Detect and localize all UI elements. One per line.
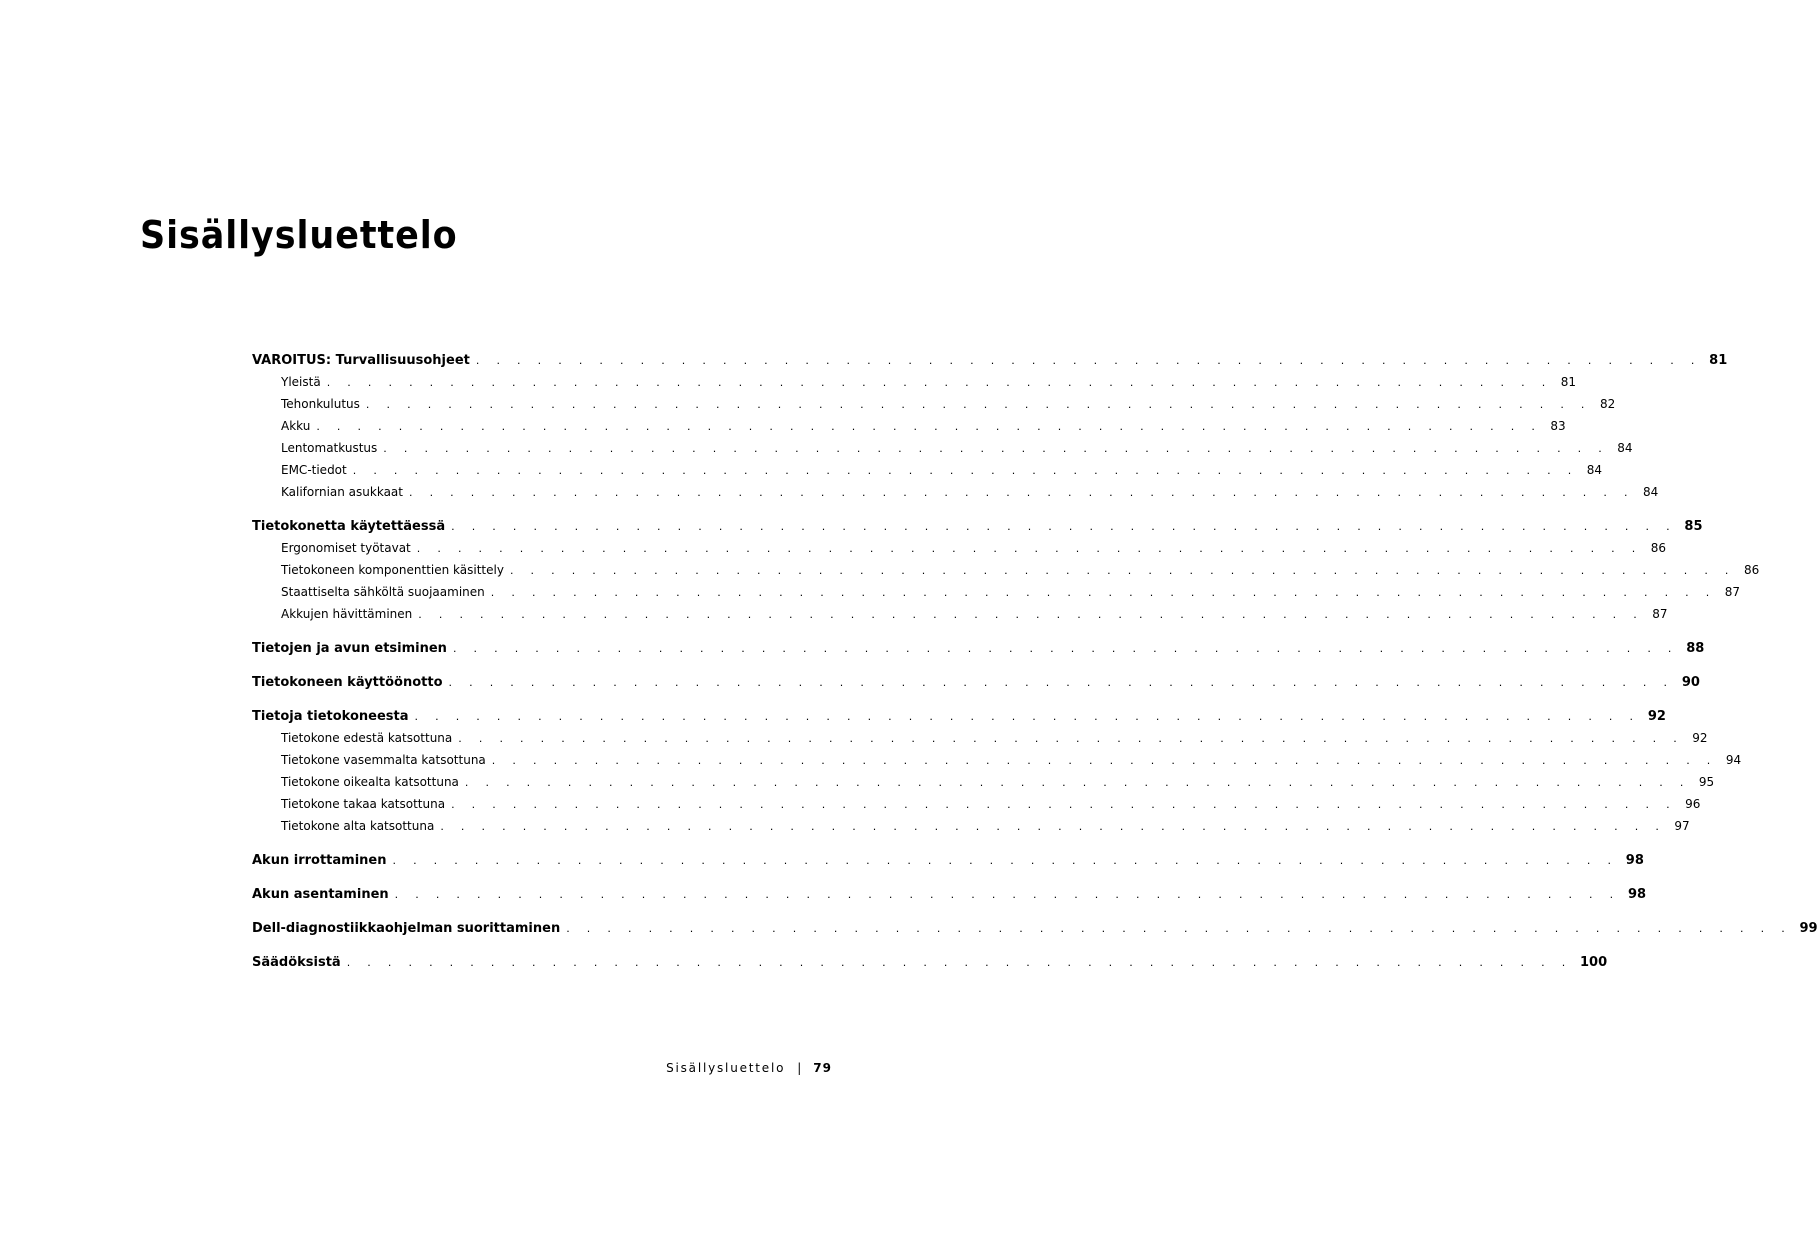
dot-leader: . . . . . . . . . . . . . . . . . . . . . . . . . . . . . . . . . . . . . . . . . . . . . . . . . . . . . . . . . . . . xyxy=(383,442,1609,455)
toc-subentry-page: 96 xyxy=(1685,797,1701,811)
dot-leader: . . . . . . . . . . . . . . . . . . . . . . . . . . . . . . . . . . . . . . . . . . . . . . . . . . . . . . . . . . . . xyxy=(414,710,1640,723)
toc-entry-title: Akun irrottaminen xyxy=(252,853,387,868)
toc-entry-title: Tietokonetta käytettäessä xyxy=(252,519,446,534)
toc-subentry-title: Akku xyxy=(281,419,311,433)
dot-leader: . . . . . . . . . . . . . . . . . . . . . . . . . . . . . . . . . . . . . . . . . . . . . . . . . . . . . . . . . . . . xyxy=(326,376,1552,389)
toc-subentry-page: 84 xyxy=(1643,485,1659,499)
toc-subentry-title: Tietokone edestä katsottuna xyxy=(281,731,453,745)
toc-entry[interactable] xyxy=(252,519,1703,541)
toc-subentry-page: 92 xyxy=(1692,731,1708,745)
toc-subentry-page: 87 xyxy=(1652,607,1668,621)
toc-subentry-title: Tietokone vasemmalta katsottuna xyxy=(281,753,486,767)
toc-subentry-page: 95 xyxy=(1698,775,1715,789)
toc-section xyxy=(252,887,1647,909)
footer-page-number: 79 xyxy=(813,1061,832,1075)
toc-entry-page: 99 xyxy=(1799,921,1818,936)
toc-entry-title: VAROITUS: Turvallisuusohjeet xyxy=(252,353,470,368)
dot-leader: . . . . . . . . . . . . . . . . . . . . . . . . . . . . . . . . . . . . . . . . . . . . . . . . . . . . . . . . . . . . xyxy=(509,564,1736,577)
toc-subentry-page: 81 xyxy=(1560,375,1576,389)
toc-subentry[interactable] xyxy=(252,607,1668,629)
toc-entry-title: Tietojen ja avun etsiminen xyxy=(252,641,447,656)
dot-leader: . . . . . . . . . . . . . . . . . . . . . . . . . . . . . . . . . . . . . . . . . . . . . . . . . . . . . . . . . . . . xyxy=(490,586,1717,599)
toc-entry[interactable] xyxy=(252,675,1700,697)
toc-entry-page: 90 xyxy=(1681,675,1700,690)
toc-subentry-page: 86 xyxy=(1650,541,1667,555)
dot-leader: . . . . . . . . . . . . . . . . . . . . . . . . . . . . . . . . . . . . . . . . . . . . . . . . . . . . . . . . . . . . xyxy=(394,888,1620,901)
toc-subentry[interactable] xyxy=(252,797,1701,819)
toc-section xyxy=(252,675,1700,697)
toc-entry-page: 81 xyxy=(1709,353,1728,368)
toc-subentry[interactable] xyxy=(252,441,1633,463)
toc-subentry-title: Yleistä xyxy=(281,375,321,389)
toc-section xyxy=(252,921,1818,943)
toc-subentry-page: 94 xyxy=(1725,753,1742,767)
toc-subentry[interactable] xyxy=(252,585,1741,607)
dot-leader: . . . . . . . . . . . . . . . . . . . . . . . . . . . . . . . . . . . . . . . . . . . . . . . . . . . . . . . . . . . . xyxy=(451,520,1677,533)
toc-subentry-title: Akkujen hävittäminen xyxy=(281,607,413,621)
toc-entry-page: 98 xyxy=(1627,887,1647,902)
toc-entry[interactable] xyxy=(252,887,1647,909)
toc-subentry[interactable] xyxy=(252,463,1603,485)
toc-subentry-page: 86 xyxy=(1743,563,1760,577)
dot-leader: . . . . . . . . . . . . . . . . . . . . . . . . . . . . . . . . . . . . . . . . . . . . . . . . . . . . . . . . . . . . xyxy=(464,776,1691,789)
dot-leader: . . . . . . . . . . . . . . . . . . . . . . . . . . . . . . . . . . . . . . . . . . . . . . . . . . . . . . . . . . . . xyxy=(452,642,1679,655)
toc-section xyxy=(252,353,1728,507)
dot-leader: . . . . . . . . . . . . . . . . . . . . . . . . . . . . . . . . . . . . . . . . . . . . . . . . . . . . . . . . . . . . xyxy=(392,854,1618,867)
toc-subentry-page: 84 xyxy=(1617,441,1633,455)
toc-subentry-title: Tehonkulutus xyxy=(281,397,360,411)
dot-leader: . . . . . . . . . . . . . . . . . . . . . . . . . . . . . . . . . . . . . . . . . . . . . . . . . . . . . . . . . . . . xyxy=(418,608,1644,621)
toc-subentry[interactable] xyxy=(252,819,1690,841)
page-title: Sisällysluettelo xyxy=(140,213,458,257)
toc-subentry-title: Tietokone oikealta katsottuna xyxy=(281,775,459,789)
toc-entry-page: 98 xyxy=(1625,853,1644,868)
toc-entry[interactable] xyxy=(252,641,1705,663)
toc-subentry-title: Ergonomiset työtavat xyxy=(281,541,411,555)
dot-leader: . . . . . . . . . . . . . . . . . . . . . . . . . . . . . . . . . . . . . . . . . . . . . . . . . . . . . . . . . . . . xyxy=(491,754,1718,767)
toc-subentry-page: 84 xyxy=(1586,463,1603,477)
dot-leader: . . . . . . . . . . . . . . . . . . . . . . . . . . . . . . . . . . . . . . . . . . . . . . . . . . . . . . . . . . . . xyxy=(316,420,1542,433)
dot-leader: . . . . . . . . . . . . . . . . . . . . . . . . . . . . . . . . . . . . . . . . . . . . . . . . . . . . . . . . . . . . xyxy=(352,464,1579,477)
toc-entry[interactable] xyxy=(252,353,1728,375)
footer-title: Sisällysluettelo xyxy=(666,1061,786,1075)
toc-subentry[interactable] xyxy=(252,731,1708,753)
toc-subentry[interactable] xyxy=(252,485,1659,507)
toc-section xyxy=(252,709,1742,841)
dot-leader: . . . . . . . . . . . . . . . . . . . . . . . . . . . . . . . . . . . . . . . . . . . . . . . . . . . . . . . . . . . . xyxy=(440,820,1666,833)
dot-leader: . . . . . . . . . . . . . . . . . . . . . . . . . . . . . . . . . . . . . . . . . . . . . . . . . . . . . . . . . . . . xyxy=(448,676,1674,689)
toc-subentry-page: 82 xyxy=(1599,397,1616,411)
toc-entry-page: 100 xyxy=(1580,955,1608,970)
dot-leader: . . . . . . . . . . . . . . . . . . . . . . . . . . . . . . . . . . . . . . . . . . . . . . . . . . . . . . . . . . . . xyxy=(451,798,1677,811)
toc-section xyxy=(252,853,1644,875)
dot-leader: . . . . . . . . . . . . . . . . . . . . . . . . . . . . . . . . . . . . . . . . . . . . . . . . . . . . . . . . . . . . xyxy=(458,732,1684,745)
dot-leader: . . . . . . . . . . . . . . . . . . . . . . . . . . . . . . . . . . . . . . . . . . . . . . . . . . . . . . . . . . . . xyxy=(475,354,1702,367)
dot-leader: . . . . . . . . . . . . . . . . . . . . . . . . . . . . . . . . . . . . . . . . . . . . . . . . . . . . . . . . . . . . xyxy=(566,922,1792,935)
toc-subentry-page: 87 xyxy=(1724,585,1741,599)
table-of-contents xyxy=(252,353,1818,989)
toc-subentry-title: EMC-tiedot xyxy=(281,463,347,477)
toc-subentry-title: Staattiselta sähköltä suojaaminen xyxy=(281,585,485,599)
toc-entry[interactable] xyxy=(252,709,1666,731)
toc-entry[interactable] xyxy=(252,921,1818,943)
toc-subentry-title: Tietokone takaa katsottuna xyxy=(281,797,446,811)
toc-subentry[interactable] xyxy=(252,419,1566,441)
toc-entry-page: 88 xyxy=(1686,641,1705,656)
toc-section xyxy=(252,955,1608,977)
toc-entry-title: Tietokoneen käyttöönotto xyxy=(252,675,443,690)
toc-subentry[interactable] xyxy=(252,753,1742,775)
toc-subentry[interactable] xyxy=(252,397,1616,419)
toc-subentry-title: Kalifornian asukkaat xyxy=(281,485,403,499)
dot-leader: . . . . . . . . . . . . . . . . . . . . . . . . . . . . . . . . . . . . . . . . . . . . . . . . . . . . . . . . . . . . xyxy=(416,542,1643,555)
footer-separator: | xyxy=(797,1061,802,1075)
toc-entry-title: Akun asentaminen xyxy=(252,887,389,902)
toc-subentry[interactable] xyxy=(252,541,1667,563)
page-footer xyxy=(666,1061,832,1075)
dot-leader: . . . . . . . . . . . . . . . . . . . . . . . . . . . . . . . . . . . . . . . . . . . . . . . . . . . . . . . . . . . . xyxy=(365,398,1592,411)
dot-leader: . . . . . . . . . . . . . . . . . . . . . . . . . . . . . . . . . . . . . . . . . . . . . . . . . . . . . . . . . . . . xyxy=(346,956,1573,969)
toc-section xyxy=(252,519,1760,629)
toc-subentry-title: Tietokone alta katsottuna xyxy=(281,819,435,833)
toc-subentry-page: 83 xyxy=(1550,419,1566,433)
toc-entry[interactable] xyxy=(252,955,1608,977)
toc-subentry-page: 97 xyxy=(1674,819,1690,833)
toc-entry-page: 92 xyxy=(1647,709,1666,724)
toc-subentry[interactable] xyxy=(252,775,1715,797)
dot-leader: . . . . . . . . . . . . . . . . . . . . . . . . . . . . . . . . . . . . . . . . . . . . . . . . . . . . . . . . . . . . xyxy=(409,486,1635,499)
toc-entry-page: 85 xyxy=(1684,519,1703,534)
toc-entry-title: Tietoja tietokoneesta xyxy=(252,709,409,724)
toc-entry-title: Dell-diagnostiikkaohjelman suorittaminen xyxy=(252,921,561,936)
toc-entry[interactable] xyxy=(252,853,1644,875)
toc-subentry-title: Tietokoneen komponenttien käsittely xyxy=(281,563,504,577)
toc-subentry[interactable] xyxy=(252,375,1576,397)
toc-subentry-title: Lentomatkustus xyxy=(281,441,378,455)
toc-entry-title: Säädöksistä xyxy=(252,955,341,970)
toc-section xyxy=(252,641,1705,663)
toc-subentry[interactable] xyxy=(252,563,1760,585)
